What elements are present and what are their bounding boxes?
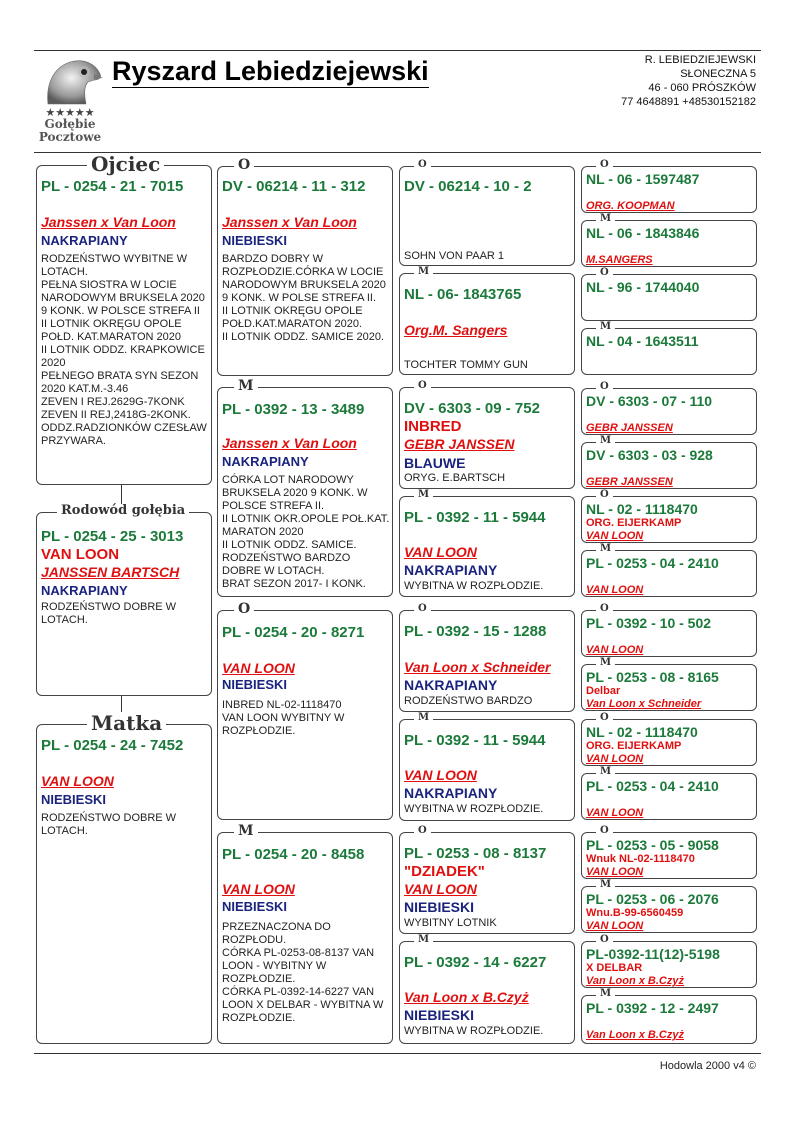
rodowod-box[interactable]	[36, 503, 212, 696]
extra-info: Delbar	[586, 685, 621, 697]
pigeon-logo	[34, 56, 106, 148]
breed-line: VAN LOON	[222, 660, 295, 676]
ring-number: PL - 0392 - 10 - 502	[586, 615, 712, 631]
feather-color: NAKRAPIANY	[404, 785, 498, 801]
box-label: O	[596, 825, 613, 836]
breed-line: VAN LOON	[586, 644, 644, 656]
ring-number: PL - 0253 - 06 - 2076	[586, 891, 719, 907]
ring-number: PL - 0254 - 20 - 8271	[222, 624, 365, 641]
box-label: O	[414, 603, 431, 614]
great-grandparent-box[interactable]	[399, 380, 575, 489]
breed-line: Janssen x Van Loon	[41, 214, 176, 230]
pigeon-name: VAN LOON	[41, 546, 120, 563]
ring-number: PL - 0254 - 20 - 8458	[222, 846, 365, 863]
ancestor-box[interactable]	[581, 213, 757, 267]
owner-name: Ryszard Lebiedziejewski	[112, 56, 429, 86]
ring-number: NL - 02 - 1118470	[586, 501, 698, 517]
breed-line: VAN LOON	[586, 920, 644, 932]
breed-line: Van Loon x B.Czyż	[586, 975, 684, 987]
feather-color: NAKRAPIANY	[41, 233, 128, 248]
breed-line: Janssen x Van Loon	[222, 435, 357, 451]
great-grandparent-box[interactable]	[399, 712, 575, 821]
ring-number: DV - 06214 - 10 - 2	[404, 178, 532, 195]
breed-line: VAN LOON	[586, 866, 644, 878]
feather-color: NAKRAPIANY	[41, 583, 128, 598]
ancestor-box[interactable]	[581, 712, 757, 766]
description: RODZEŃSTWO DOBRE W LOTACH.	[41, 812, 177, 837]
ring-number: PL - 0392 - 13 - 3489	[222, 401, 365, 418]
address-line: 46 - 060 PRÓSZKÓW	[648, 82, 756, 94]
box-label: O	[596, 381, 613, 392]
description: CÓRKA LOT NARODOWY BRUKSELA 2020 9 KONK. W POLSCE STREFA II. II LOTNIK OKR.OPOLE POŁ.KAT. MARATON 2020 II LOTNIK ODDZ. SAMICE. RODZEŃSTWO BARDZO DOBRE W LOTACH. BRAT SEZON 2017- I KONK.	[222, 474, 390, 590]
box-label: O	[596, 267, 613, 278]
box-label: O	[414, 380, 431, 391]
breed-line: VAN LOON	[222, 881, 295, 897]
grandparent-box[interactable]	[217, 378, 393, 597]
feather-color: NIEBIESKI	[404, 899, 475, 915]
ring-number: PL - 0254 - 21 - 7015	[41, 178, 184, 195]
box-label: O	[596, 159, 613, 170]
footer-line	[34, 1053, 761, 1054]
ring-number: NL - 06 - 1597487	[586, 171, 700, 187]
box-label: O	[596, 934, 613, 945]
ancestor-box[interactable]	[581, 267, 757, 321]
ancestor-box[interactable]	[581, 825, 757, 879]
software-footer: Hodowla 2000 v4 ©	[659, 1060, 756, 1072]
breed-line: VAN LOON	[404, 544, 477, 560]
box-label: M	[234, 824, 258, 838]
breed-line: GEBR JANSSEN	[404, 436, 515, 452]
box-label: M	[596, 435, 615, 446]
ring-number: NL - 96 - 1744040	[586, 279, 700, 295]
description: BARDZO DOBRY W ROZPŁODZIE.CÓRKA W LOCIE NARODOWYM BRUKSELA 2020 9 KONK. W POLSE STREFA II. II LOTNIK OKRĘGU OPOLE POŁD.KAT.MARATON 2020. II LOTNIK ODDZ. SAMICE 2020.	[222, 253, 386, 343]
breed-line: Van Loon x B.Czyż	[586, 1029, 684, 1041]
box-label: O	[234, 158, 254, 172]
description: WYBITNA W ROZPŁODZIE.	[404, 580, 544, 592]
great-grandparent-box[interactable]	[399, 603, 575, 712]
grandparent-box[interactable]	[217, 157, 393, 376]
ring-number: NL - 04 - 1643511	[586, 333, 699, 349]
great-grandparent-box[interactable]	[399, 825, 575, 934]
description: TOCHTER TOMMY GUN	[404, 359, 528, 371]
ring-number: PL - 0253 - 05 - 9058	[586, 837, 719, 853]
great-grandparent-box[interactable]	[399, 266, 575, 375]
extra-info: ORG. EIJERKAMP	[586, 517, 682, 529]
breed-line: GEBR JANSSEN	[586, 422, 673, 434]
logo-text	[34, 118, 106, 144]
address-line: 77 4648891 +48530152182	[621, 96, 756, 108]
box-label: M	[414, 489, 433, 500]
box-label: M	[596, 879, 615, 890]
extra-info: "DZIADEK"	[404, 863, 485, 880]
box-label: M	[596, 766, 615, 777]
box-label: M	[414, 266, 433, 277]
breed-line: GEBR JANSSEN	[586, 476, 673, 488]
description: WYBITNA W ROZPŁODZIE.	[404, 803, 544, 815]
description: WYBITNA W ROZPŁODZIE.	[404, 1025, 544, 1037]
feather-color: NIEBIESKI	[222, 233, 288, 248]
ancestor-box[interactable]	[581, 766, 757, 820]
ancestor-box[interactable]	[581, 603, 757, 657]
ancestor-box[interactable]	[581, 489, 757, 543]
ancestor-box[interactable]	[581, 543, 757, 597]
box-label: M	[596, 321, 615, 332]
feather-color: NAKRAPIANY	[404, 677, 498, 693]
box-label: O	[596, 489, 613, 500]
feather-color: NAKRAPIANY	[404, 562, 498, 578]
ring-number: NL - 02 - 1118470	[586, 724, 698, 740]
breed-line: VAN LOON	[586, 584, 644, 596]
logo-stars: ★★★★★	[45, 107, 95, 119]
feather-color: NIEBIESKI	[404, 1007, 475, 1023]
box-label: O	[234, 602, 254, 616]
grandparent-box[interactable]	[217, 601, 393, 820]
pigeon-head-icon	[40, 56, 104, 106]
box-label: M	[234, 379, 258, 393]
description: RODZEŃSTWO WYBITNE W LOTACH. PEŁNA SIOSTRA W LOCIE NARODOWYM BRUKSELA 2020 9 KONK. W POLSCE STREFA II II LOTNIK OKRĘGU OPOLE POŁD. KAT.MARATON 2020 II LOTNIK ODDZ. KRAPKOWICE 2020 PEŁNEGO BRATA SYN SEZON 2020 KAT.M.-3.46 ZEVEN I REJ.2629G-7KONK ZEVEN II REJ,2418G-2KONK. ODDZ.RADZIONKÓW CZESŁAW PRZYWARA.	[41, 253, 207, 447]
breed-line: VAN LOON	[586, 753, 644, 765]
box-label: M	[596, 213, 615, 224]
ring-number: NL - 06 - 1843846	[586, 225, 700, 241]
ojciec-label: Ojciec	[87, 153, 164, 175]
description: WYBITNY LOTNIK	[404, 917, 497, 929]
feather-color: NIEBIESKI	[41, 792, 107, 807]
ring-number: PL - 0253 - 04 - 2410	[586, 778, 719, 794]
description: SOHN VON PAAR 1	[404, 250, 505, 262]
ring-number: PL - 0254 - 24 - 7452	[41, 737, 184, 754]
extra-info: INBRED	[404, 418, 462, 435]
description: RODZEŃSTWO BARDZO	[404, 695, 533, 707]
box-label: M	[414, 934, 433, 945]
feather-color: NIEBIESKI	[222, 677, 288, 692]
breed-line: VAN LOON	[586, 530, 644, 542]
ring-number: DV - 6303 - 09 - 752	[404, 400, 540, 417]
ring-number: PL - 0254 - 25 - 3013	[41, 528, 184, 545]
address-line: SŁONECZNA 5	[680, 68, 756, 80]
ring-number: DV - 6303 - 07 - 110	[586, 393, 713, 409]
owner-address	[621, 53, 756, 109]
ring-number: PL - 0392 - 11 - 5944	[404, 732, 546, 749]
logo-text-line-1: Gołębie	[44, 117, 96, 131]
ring-number: PL - 0392 - 15 - 1288	[404, 623, 547, 640]
ancestor-box[interactable]	[581, 879, 757, 933]
ring-number: DV - 6303 - 03 - 928	[586, 447, 713, 463]
ancestor-box[interactable]	[581, 988, 757, 1044]
ring-number: PL - 0253 - 08 - 8137	[404, 845, 547, 862]
address-line: R. LEBIEDZIEJEWSKI	[644, 54, 756, 66]
ring-number: PL - 0253 - 04 - 2410	[586, 555, 719, 571]
ring-number: DV - 06214 - 11 - 312	[222, 178, 366, 195]
ring-number: PL - 0392 - 11 - 5944	[404, 509, 546, 526]
ring-number: PL-0392-11(12)-5198	[586, 946, 720, 962]
ancestor-box[interactable]	[581, 657, 757, 711]
breed-line: VAN LOON	[586, 807, 644, 819]
ancestor-box[interactable]	[581, 435, 757, 489]
feather-color: NIEBIESKI	[222, 899, 288, 914]
box-label: O	[596, 712, 613, 723]
box-label: O	[414, 825, 431, 836]
ancestor-box[interactable]	[581, 321, 757, 375]
ojciec-box[interactable]	[36, 152, 212, 485]
extra-info: Wnuk NL-02-1118470	[586, 853, 695, 865]
box-label: M	[596, 657, 615, 668]
ring-number: PL - 0253 - 08 - 8165	[586, 669, 719, 685]
breed-line: M.SANGERS	[586, 254, 653, 266]
ring-number: PL - 0392 - 12 - 2497	[586, 1000, 719, 1016]
breed-line: JANSSEN BARTSCH	[41, 564, 180, 580]
breed-line: Van Loon x Schneider	[586, 698, 702, 710]
feather-color: BLAUWE	[404, 455, 466, 471]
extra-info: ORG. EIJERKAMP	[586, 740, 682, 752]
matka-box[interactable]	[36, 711, 212, 1044]
description: PRZEZNACZONA DO ROZPŁODU. CÓRKA PL-0253-08-8137 VAN LOON - WYBITNY W ROZPŁODZIE. CÓRKA PL-0392-14-6227 VAN LOON X DELBAR - WYBITNA W ROZPŁODZIE.	[222, 921, 384, 1024]
breed-line: Van Loon x B.Czyż	[404, 989, 529, 1005]
ancestor-box[interactable]	[581, 159, 757, 213]
ring-number: PL - 0392 - 14 - 6227	[404, 954, 547, 971]
box-label: M	[596, 988, 615, 999]
description: INBRED NL-02-1118470 VAN LOON WYBITNY W ROZPŁODZIE.	[222, 699, 345, 737]
box-label: O	[596, 603, 613, 614]
breed-line: VAN LOON	[404, 881, 477, 897]
header-top-line	[34, 50, 761, 51]
breed-line: VAN LOON	[41, 773, 114, 789]
grandparent-box[interactable]	[217, 823, 393, 1044]
ring-number: NL - 06- 1843765	[404, 286, 522, 303]
ancestor-box[interactable]	[581, 381, 757, 435]
breed-line: VAN LOON	[404, 767, 477, 783]
description: RODZEŃSTWO DOBRE W LOTACH.	[41, 601, 177, 626]
breed-line: ORG. KOOPMAN	[586, 200, 675, 212]
breed-line: Van Loon x Schneider	[404, 659, 551, 675]
box-label: M	[596, 543, 615, 554]
breed-line: Org.M. Sangers	[404, 322, 508, 338]
great-grandparent-box[interactable]	[399, 934, 575, 1044]
ancestor-box[interactable]	[581, 934, 757, 988]
matka-label: Matka	[87, 712, 166, 734]
extra-info: Wnu.B-99-6560459	[586, 907, 684, 919]
great-grandparent-box[interactable]	[399, 159, 575, 266]
feather-color: NAKRAPIANY	[222, 454, 309, 469]
breed-line: Janssen x Van Loon	[222, 214, 357, 230]
great-grandparent-box[interactable]	[399, 489, 575, 597]
box-label: O	[414, 159, 431, 170]
description: ORYG. E.BARTSCH	[404, 472, 506, 484]
logo-text-line-2: Pocztowe	[38, 130, 102, 144]
box-label: M	[414, 712, 433, 723]
rodowod-label: Rodowód gołębia	[57, 504, 189, 518]
extra-info: X DELBAR	[586, 962, 643, 974]
